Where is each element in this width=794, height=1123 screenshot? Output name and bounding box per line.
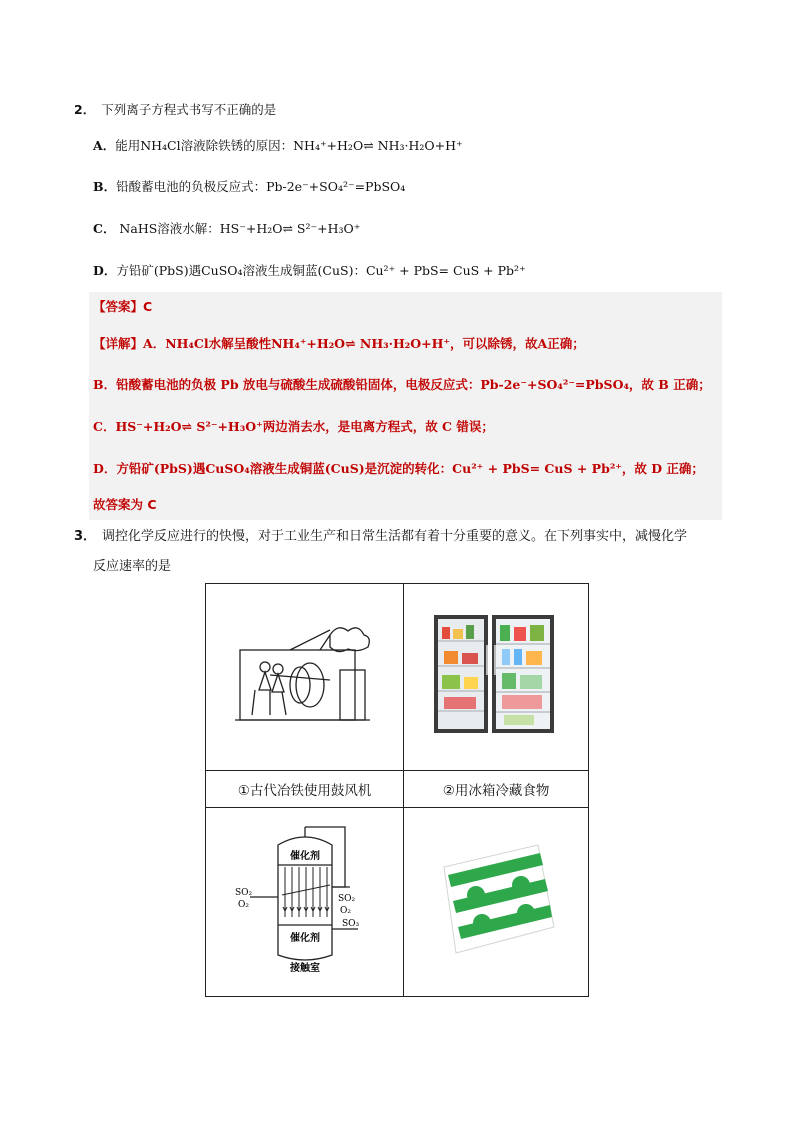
explain-conclusion: 故答案为 C (93, 497, 157, 512)
contact-chamber-diagram-cell (206, 808, 404, 997)
q3-image-grid (205, 583, 589, 997)
catalyst-bottom-label: 催化剂 (289, 933, 320, 944)
q2-option-d: D．方铅矿(PbS)遇CuSO₄溶液生成铜蓝(CuS)：Cu²⁺ + PbS= CuS + Pb²⁺ (93, 263, 526, 278)
deoxidizer-packet-cell (404, 808, 589, 997)
caption-refrigerator: ②用冰箱冷藏食物 (404, 771, 589, 808)
outlet-o2-label: O₂ (339, 906, 351, 916)
inlet-so2-label: SO₂ (234, 888, 252, 898)
explain-a: 【详解】A．NH₄Cl水解呈酸性NH₄⁺+H₂O⇌ NH₃·H₂O+H⁺，可以除锈，故A正确； (93, 336, 585, 351)
q3-number: 3． (74, 529, 97, 544)
q2-option-c: C． NaHS溶液水解：HS⁻+H₂O⇌ S²⁻+H₃O⁺ (93, 221, 361, 236)
q2-stem: 下列离子方程式书写不正确的是 (101, 102, 277, 117)
q3-stem-line1: 3． 调控化学反应进行的快慢，对于工业生产和日常生活都有着十分重要的意义。在下列事实中，减慢化学 (74, 529, 688, 544)
q2-option-a: A．能用NH₄Cl溶液除铁锈的原因：NH₄⁺+H₂O⇌ NH₃·H₂O+H⁺ (93, 138, 463, 153)
q2-number: 2． (74, 102, 96, 117)
bellows-illustration-cell (206, 584, 404, 771)
q3-stem-line2: 反应速率的是 (93, 559, 172, 574)
q2-stem-line (74, 101, 276, 119)
caption-bellows: ①古代冶铁使用鼓风机 (206, 771, 404, 808)
q2-option-b: B．铅酸蓄电池的负极反应式：Pb-2e⁻+SO₄²⁻=PbSO₄ (93, 179, 406, 194)
catalyst-top-label: 催化剂 (289, 851, 320, 862)
explain-d: D．方铅矿(PbS)遇CuSO₄溶液生成铜蓝(CuS)是沉淀的转化：Cu²⁺ + PbS= CuS + Pb²⁺，故 D 正确； (93, 461, 704, 476)
packet-label: 脱氧剂 (484, 888, 510, 903)
chamber-label: 接触室 (289, 963, 320, 974)
explain-b: B．铅酸蓄电池的负极 Pb 放电与硫酸生成硫酸铅固体，电极反应式：Pb-2e⁻+SO₄²⁻=PbSO₄，故 B 正确； (93, 377, 711, 392)
bellows-illustration (230, 615, 380, 735)
contact-chamber-diagram (230, 825, 380, 975)
refrigerator-photo (426, 605, 566, 745)
outlet-so2-label: SO₂ (337, 894, 355, 904)
explain-c: C．HS⁻+H₂O⇌ S²⁻+H₃O⁺两边消去水，是电离方程式，故 C 错误； (93, 419, 494, 434)
answer-box (89, 292, 722, 520)
answer-title: 【答案】C (93, 299, 153, 314)
refrigerator-photo-cell (404, 584, 589, 771)
inlet-o2-label: O₂ (237, 900, 249, 910)
outlet-so3-label: SO₃ (341, 919, 359, 929)
deoxidizer-packet-photo (426, 835, 566, 965)
